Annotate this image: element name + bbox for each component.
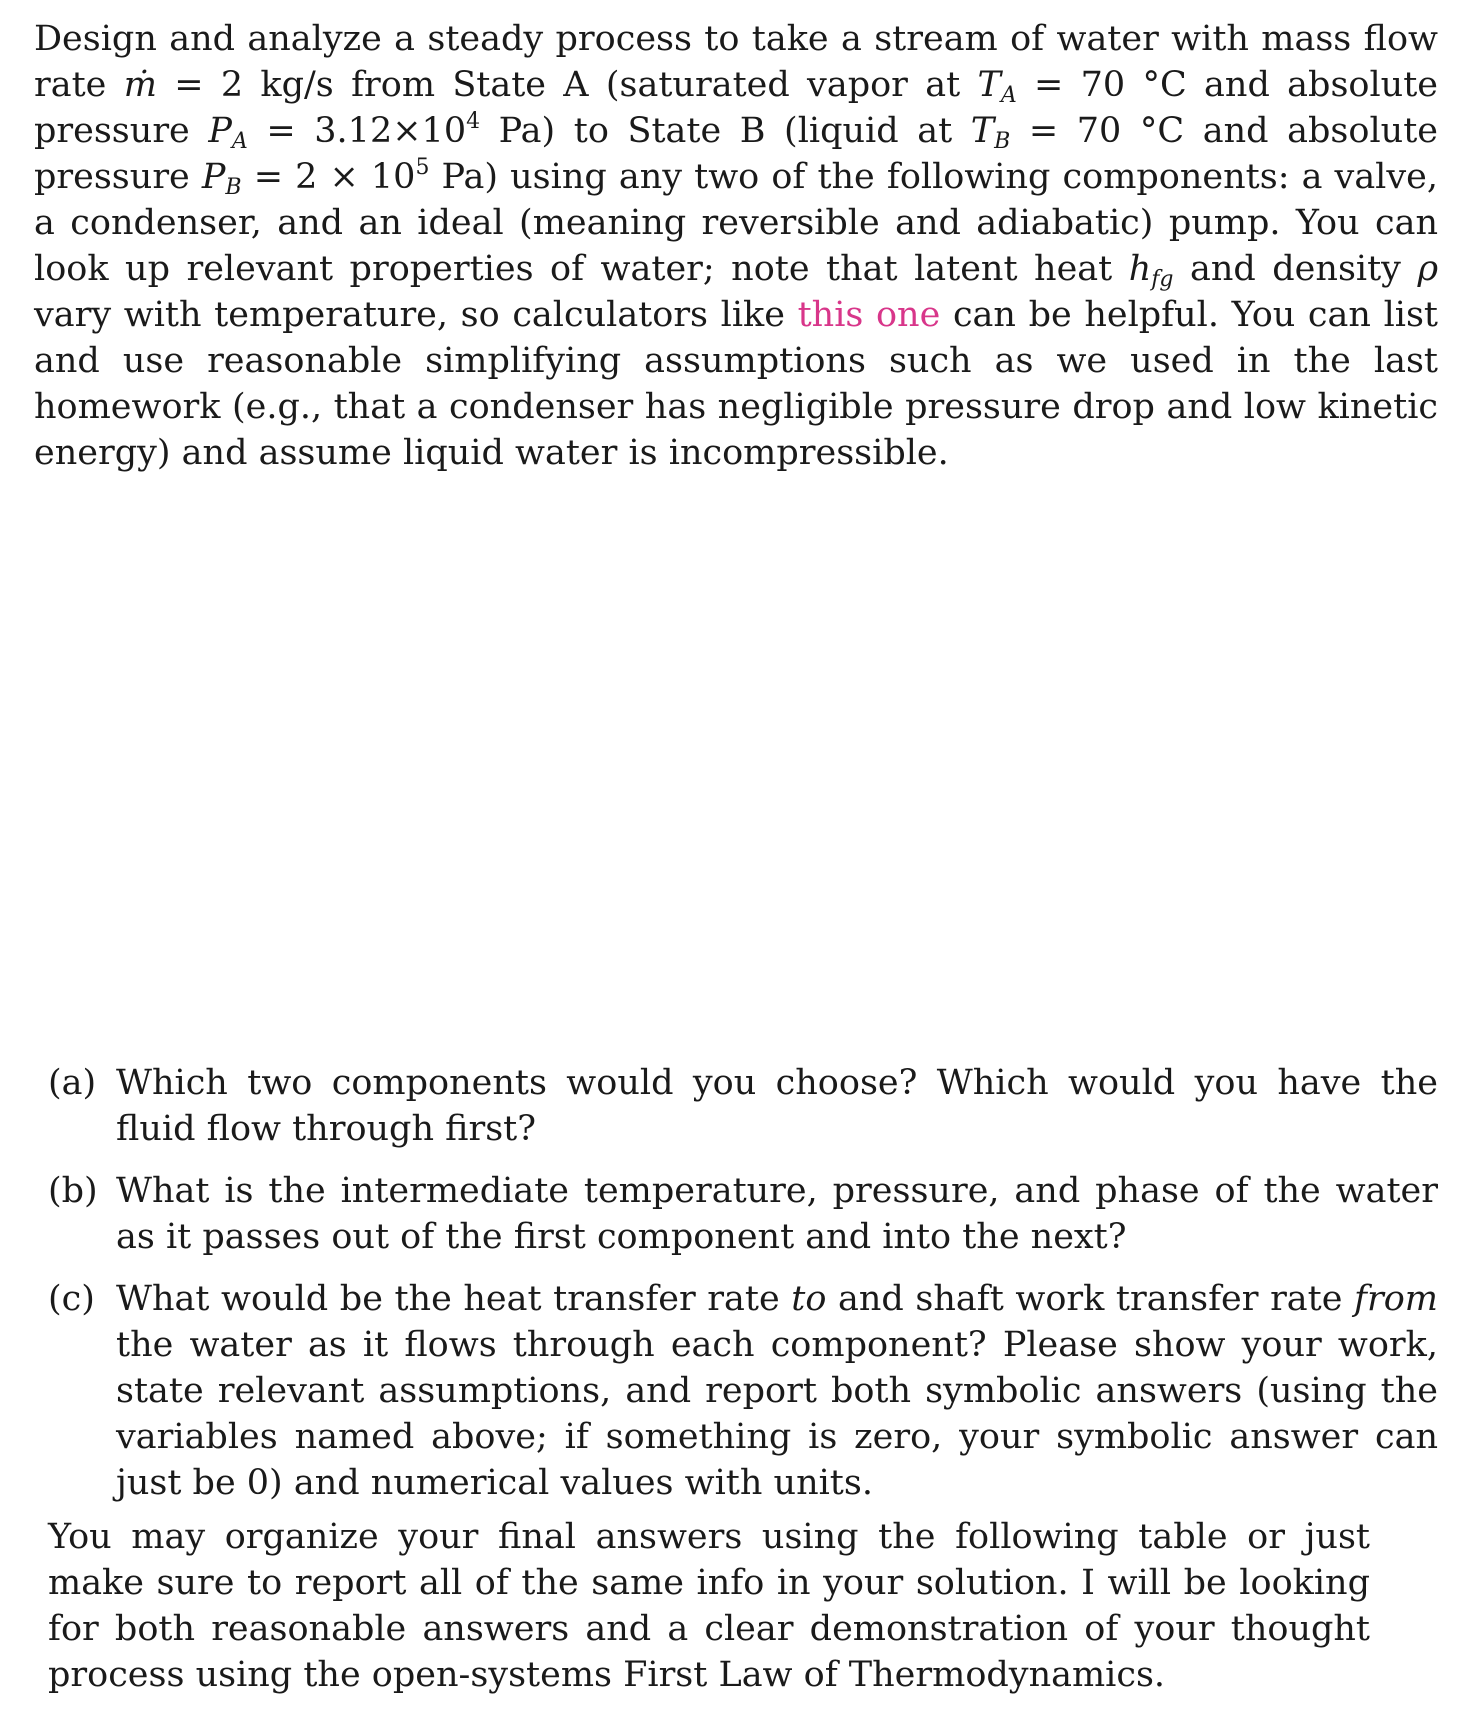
question-text-part: What would be the heat transfer rate [116,1279,792,1319]
intro-text: = 2 kg/s from State A (saturated vapor at [156,65,978,105]
intro-text: = 2 × 10 [241,157,416,197]
question-marker: (b) [48,1171,98,1211]
question-marker: (c) [48,1279,95,1319]
problem-statement [34,16,1438,476]
temperature-symbol: T [970,111,995,151]
mass-flow-symbol: ṁ [123,65,157,105]
intro-text: Design and analyze a steady process to take a stream of water with mass flow rate [34,19,1438,105]
subscript: B [994,129,1011,154]
intro-text: Pa) using any two of the following components: a valve, a condenser, and an ideal (meaning reversible and adiabatic) pump. You can look up relevant properties of water; note that latent heat [34,157,1438,289]
question-marker: (a) [48,1063,97,1103]
exponent: 5 [415,155,430,180]
calculator-link[interactable]: this one [797,295,941,335]
exponent: 4 [466,109,481,134]
emphasis: from [1354,1279,1438,1319]
question-text [116,1276,1438,1506]
intro-text: and density [1173,249,1418,289]
intro-text: = 3.12×10 [247,111,467,151]
intro-text: vary with temperature, so calculators like [34,295,798,335]
question-list [48,1060,1438,1522]
question-c [48,1276,1438,1506]
pressure-symbol: P [201,157,226,197]
intro-text: = 70 °C and absolute pressure [34,65,1438,151]
intro-text: = 70 °C and absolute pressure [34,111,1438,197]
question-text: What is the intermediate temperature, pressure, and phase of the water as it passes out of the first component and into the next? [116,1171,1438,1257]
subscript: A [231,129,248,154]
intro-text: Pa) to State B (liquid at [480,111,971,151]
pressure-symbol: P [208,111,232,151]
subscript: A [1000,83,1017,108]
subscript: fg [1151,267,1174,292]
density-symbol: ρ [1417,249,1439,289]
question-text-part: the water as it flows through each component? Please show your work, state relevant assumptions, and report both symbolic answers (using the variables named above; if something is zero, your symbolic answer can just be 0) and numerical values with units. [116,1325,1438,1503]
subscript: B [225,175,242,200]
question-b [48,1168,1438,1260]
question-text: Which two components would you choose? Which would you have the fluid flow through first? [116,1063,1438,1149]
instructions-note: You may organize your final answers using the following table or just make sure to report all of the same info in your solution. I will be looking for both reasonable answers and a clear demonstration of your thought process using the open-systems First Law of Thermodynamics. [48,1517,1370,1695]
question-a [48,1060,1438,1152]
intro-text: can be helpful. You can list and use reasonable simplifying assumptions such as we used in the last homework (e.g., that a condenser has negligible pressure drop and low kinetic energy) and assume liquid water is incompressible. [34,295,1438,473]
temperature-symbol: T [977,65,1001,105]
question-text-part: and shaft work transfer rate [826,1279,1355,1319]
latent-heat-symbol: h [1128,249,1152,289]
emphasis: to [791,1279,827,1319]
